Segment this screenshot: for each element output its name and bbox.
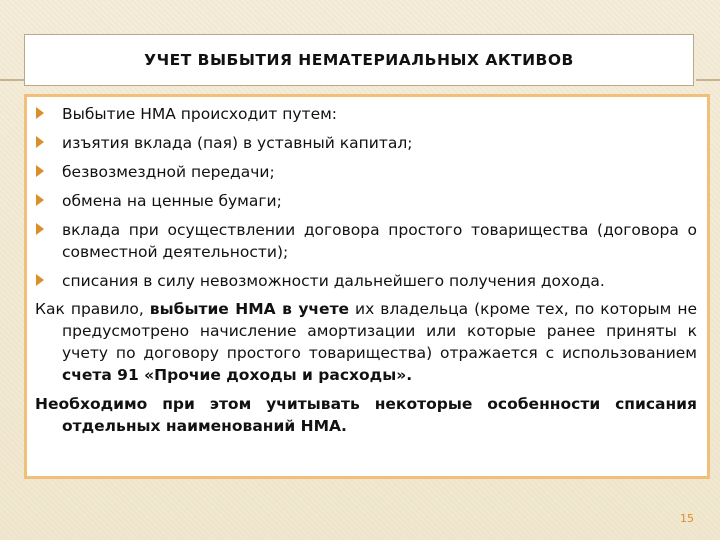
bullet-text: обмена на ценные бумаги; xyxy=(62,192,282,210)
emphasis-text: выбытие НМА в учете xyxy=(149,300,350,318)
bullet-item xyxy=(35,132,697,154)
triangle-right-icon xyxy=(36,223,44,235)
content-box xyxy=(24,94,710,479)
account-reference: счета 91 «Прочие доходы и расходы». xyxy=(62,366,413,384)
bullet-text: безвозмездной передачи; xyxy=(62,163,275,181)
bullet-text: списания в силу невозможности дальнейшего получения дохода. xyxy=(62,272,605,290)
bullet-item xyxy=(35,190,697,212)
paragraph-note: Необходимо при этом учитывать некоторые особенности списания отдельных наименований НМА. xyxy=(35,395,697,435)
title-box xyxy=(24,34,694,86)
triangle-right-icon xyxy=(36,165,44,177)
bullet-text: вклада при осуществлении договора простого товарищества (договора о совместной деятельности); xyxy=(62,221,697,261)
triangle-right-icon xyxy=(36,136,44,148)
triangle-right-icon xyxy=(36,107,44,119)
slide-title: УЧЕТ ВЫБЫТИЯ НЕМАТЕРИАЛЬНЫХ АКТИВОВ xyxy=(144,51,574,69)
bullet-text: изъятия вклада (пая) в уставный капитал; xyxy=(62,134,413,152)
bullet-item xyxy=(35,270,697,292)
paragraph-text: их владельца (кроме тех, по которым не предусмотрено начисление амортизации или которые ранее приняты к учету по договору простого товарищества) отражается с использованием xyxy=(62,300,697,362)
decorative-line-left xyxy=(0,79,24,81)
bullet-item xyxy=(35,161,697,183)
bullet-text: Выбытие НМА происходит путем: xyxy=(62,105,338,123)
triangle-right-icon xyxy=(36,194,44,206)
decorative-line-right xyxy=(696,79,720,81)
page-number: 15 xyxy=(680,512,694,525)
bullet-item xyxy=(35,103,697,125)
triangle-right-icon xyxy=(36,274,44,286)
bullet-item xyxy=(35,219,697,263)
bullet-list xyxy=(35,103,697,292)
paragraph-accounting-rule xyxy=(35,298,697,386)
paragraph-text: Как правило, xyxy=(35,300,150,318)
